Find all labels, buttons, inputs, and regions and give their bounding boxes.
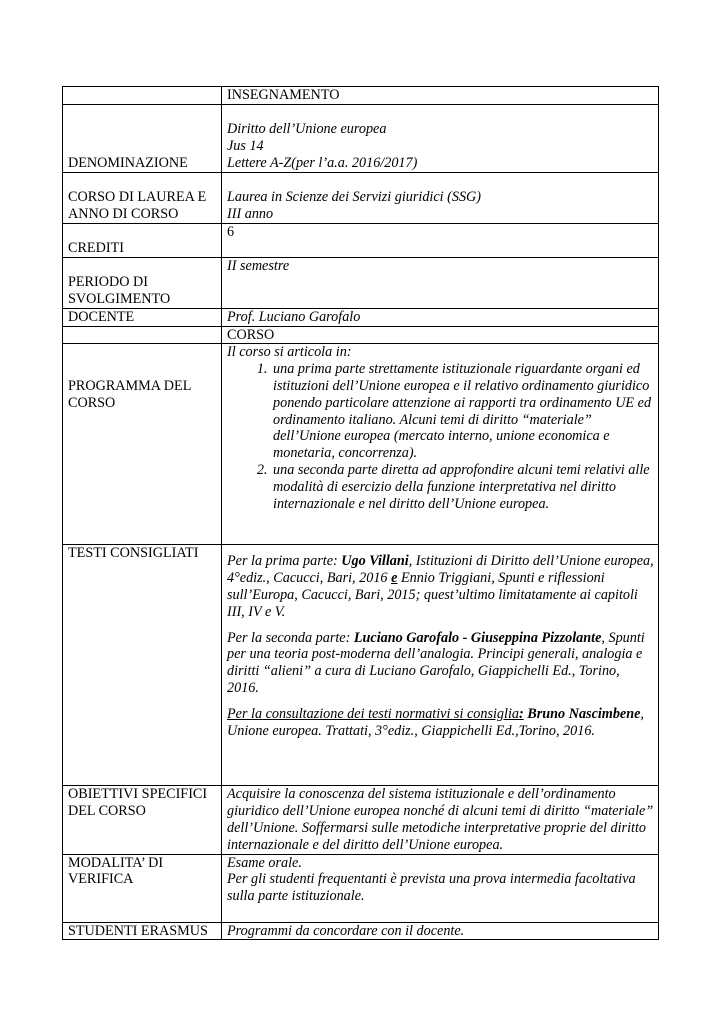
value-modalita xyxy=(222,854,659,922)
course-title: Diritto dell’Unione europea xyxy=(227,121,387,138)
label-testi: TESTI CONSIGLIATI xyxy=(63,545,222,786)
ref-author: Luciano Garofalo - Giuseppina Pizzolante xyxy=(353,629,602,646)
value-obiettivi: Acquisire la conoscenza del sistema istituzionale e dell’ordinamento giuridico dell’Unione europea nonché di alcuni temi di diritto “materiale” dell’Unione. Soffermarsi sulle metodiche interpretative proprie del diritto internazionale e del diritto dell’Unione europea. xyxy=(222,786,659,854)
value-programma xyxy=(222,344,659,545)
list-item: 2. una seconda parte diretta ad approfondire alcuni temi relativi alle modalità di esercizio della funzione interpretativa nel diritto internazionale e nel diritto dell’Unione europea. xyxy=(271,462,654,512)
programma-list xyxy=(227,361,654,512)
header-corso: CORSO xyxy=(222,326,659,344)
ref-text: Ennio Triggiani, Spunti e riflessioni sull’Europa, Cacucci, Bari, 2015; quest’ultimo limitatamente ai capitoli III, IV e V. xyxy=(227,570,638,620)
exam-note: Per gli studenti frequentanti è prevista una prova intermedia facoltativa sulla parte istituzionale. xyxy=(227,871,636,905)
header-insegnamento: INSEGNAMENTO xyxy=(222,87,659,105)
reference-first-part xyxy=(227,553,654,620)
label-crediti: CREDITI xyxy=(63,223,222,257)
ref-colon: : xyxy=(519,705,524,722)
course-code: Jus 14 xyxy=(227,138,264,155)
empty-cell xyxy=(63,87,222,105)
ref-text: , Istituzioni di Diritto dell’Unione europea, 4°ediz., Cacucci, Bari, 2016 xyxy=(227,553,654,587)
value-periodo: II semestre xyxy=(222,257,659,308)
empty-cell xyxy=(63,326,222,344)
label-line: CORSO xyxy=(68,395,116,412)
ref-author: Bruno Nascimbene xyxy=(523,705,641,722)
label-line: CORSO DI LAUREA E xyxy=(68,188,207,205)
value-erasmus: Programmi da concordare con il docente. xyxy=(222,922,659,940)
label-line: OBIETTIVI SPECIFICI xyxy=(68,786,208,803)
value-docente: Prof. Luciano Garofalo xyxy=(222,308,659,326)
value-crediti: 6 xyxy=(222,223,659,257)
label-line: ANNO DI CORSO xyxy=(68,205,179,222)
label-line: SVOLGIMENTO xyxy=(68,291,171,307)
label-line: DEL CORSO xyxy=(68,803,146,820)
reference-normative xyxy=(227,706,654,740)
label-line: VERIFICA xyxy=(68,871,134,888)
degree-name: Laurea in Scienze dei Servizi giuridici (SSG) xyxy=(227,188,482,205)
ref-text: , Unione europea. Trattati, 3°ediz., Giappichelli Ed.,Torino, 2016. xyxy=(227,705,644,739)
label-obiettivi xyxy=(63,786,222,854)
value-corso-di-laurea xyxy=(222,172,659,223)
row-corso xyxy=(63,326,659,344)
degree-year: III anno xyxy=(227,205,274,222)
label-erasmus: STUDENTI ERASMUS xyxy=(63,922,222,940)
course-table xyxy=(62,86,659,940)
reference-second-part xyxy=(227,630,654,697)
label-line: MODALITA’ DI xyxy=(68,854,164,871)
row-insegnamento xyxy=(63,87,659,105)
label-modalita xyxy=(63,854,222,922)
list-item: 1. una prima parte strettamente istituzionale riguardante organi ed istituzioni dell’Unione europea e il relativo ordinamento giuridico ponendo particolare attenzione ai rapporti tra ordinamento UE ed ordinamento italiano. Alcuni temi di diritto “materiale” dell’Unione europea (mercato interno, unione economica e monetaria, concorrenza). xyxy=(271,361,654,462)
ref-lead: Per la prima parte: xyxy=(227,553,342,570)
exam-type: Esame orale. xyxy=(227,854,302,871)
row-corso-di-laurea xyxy=(63,172,659,223)
row-crediti xyxy=(63,223,659,257)
row-docente xyxy=(63,308,659,326)
row-programma xyxy=(63,344,659,545)
label-line: PERIODO DI xyxy=(68,274,148,291)
row-periodo xyxy=(63,257,659,308)
value-denominazione xyxy=(222,104,659,172)
label-denominazione: DENOMINAZIONE xyxy=(63,104,222,172)
label-docente: DOCENTE xyxy=(63,308,222,326)
label-corso-di-laurea xyxy=(63,172,222,223)
row-obiettivi xyxy=(63,786,659,854)
label-periodo xyxy=(63,257,222,308)
label-programma xyxy=(63,344,222,545)
row-testi xyxy=(63,545,659,786)
ref-lead: Per la seconda parte: xyxy=(227,629,354,646)
row-modalita xyxy=(63,854,659,922)
row-denominazione xyxy=(63,104,659,172)
row-erasmus xyxy=(63,922,659,940)
programma-intro: Il corso si articola in: xyxy=(227,344,352,361)
ref-text: , Spunti per una teoria post-moderna dell’analogia. Principi generali, analogia e diritti “alieni” a cura di Luciano Garofalo, Giappichelli Ed., Torino, 2016. xyxy=(227,629,645,696)
ref-conjunction: e xyxy=(391,570,398,587)
course-group: Lettere A-Z(per l’a.a. 2016/2017) xyxy=(227,155,418,171)
label-line: PROGRAMMA DEL xyxy=(68,378,192,395)
ref-lead: Per la consultazione dei testi normativi si consiglia xyxy=(227,705,520,722)
value-testi xyxy=(222,545,659,786)
ref-author: Ugo Villani xyxy=(341,553,409,570)
